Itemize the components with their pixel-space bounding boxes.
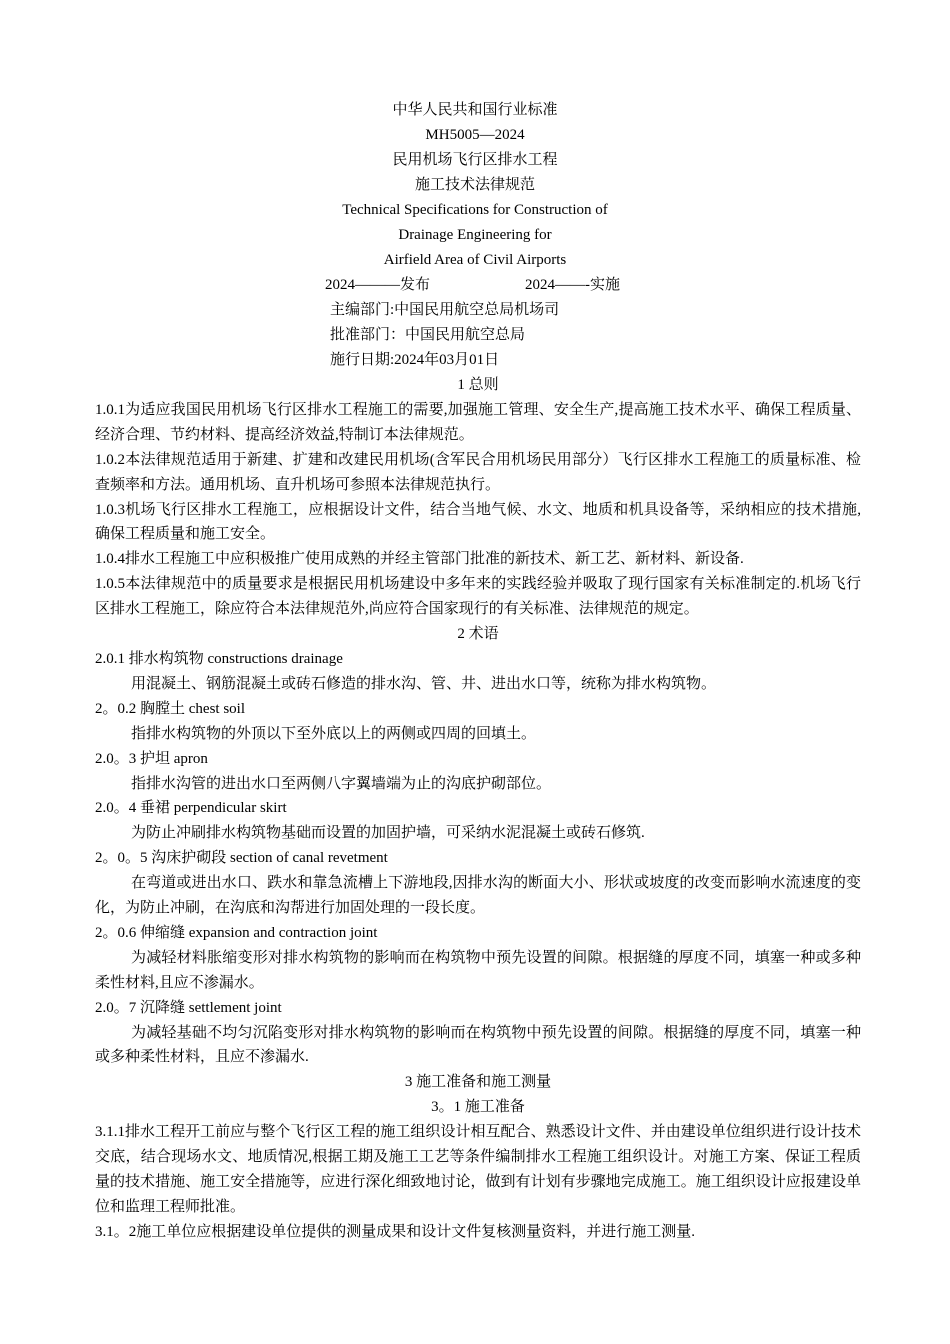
section-1-heading: 1 总则: [457, 377, 499, 393]
english-title-line3: Airfield Area of Civil Airports: [383, 252, 567, 268]
section-2-heading: 2 术语: [457, 626, 499, 643]
publish-date: 2024———发布: [325, 277, 431, 293]
term-2-0-3: 2.0。3 护坦 apron: [95, 750, 208, 767]
document-title-line1: 民用机场飞行区排水工程: [392, 152, 558, 168]
date-line: [0, 273, 950, 298]
clause-1-0-3: 1.0.3机场飞行区排水工程施工，应根据设计文件，结合当地气候、水文、地质和机具设备等，采纳相应的技术措施,确保工程质量和施工安全。: [95, 501, 861, 543]
standard-category: 中华人民共和国行业标准: [392, 102, 558, 118]
term-2-0-1: 2.0.1 排水构筑物 constructions drainage: [95, 650, 343, 667]
english-title-line2: Drainage Engineering for: [398, 227, 552, 243]
english-title-line1: Technical Specifications for Construction of: [342, 202, 608, 218]
term-2-0-7: 2.0。7 沉降缝 settlement joint: [95, 999, 282, 1016]
implement-date: 2024——-实施: [525, 277, 620, 293]
standard-number: MH5005—2024: [425, 127, 525, 143]
clause-3-1-2: 3.1。2施工单位应根据建设单位提供的测量成果和设计文件复核测量资料，并进行施工测量.: [95, 1223, 696, 1240]
definition-2-0-5: 在弯道或进出水口、跌水和靠急流槽上下游地段,因排水沟的断面大小、形状或坡度的改变而影响水流速度的变化，为防止冲刷，在沟底和沟帮进行加固处理的一段长度。: [95, 875, 861, 917]
clause-1-0-4: 1.0.4排水工程施工中应积极推广使用成熟的并经主管部门批准的新技术、新工艺、新材料、新设备.: [95, 551, 744, 568]
term-2-0-6: 2。0.6 伸缩缝 expansion and contraction joint: [95, 924, 378, 941]
term-2-0-4: 2.0。4 垂裙 perpendicular skirt: [95, 800, 287, 817]
clause-1-0-5: 1.0.5本法律规范中的质量要求是根据民用机场建设中多年来的实践经验并吸取了现行国家有关标准制定的.机场飞行区排水工程施工，除应符合本法律规范外,尚应符合国家现行的有关标准、法律规范的规定。: [95, 576, 861, 618]
definition-2-0-6: 为减轻材料胀缩变形对排水构筑物的影响而在构筑物中预先设置的间隙。根据缝的厚度不同，填塞一种或多种柔性材料,且应不渗漏水。: [95, 949, 861, 991]
definition-2-0-1: 用混凝土、钢筋混凝土或砖石修造的排水沟、管、井、进出水口等，统称为排水构筑物。: [131, 675, 717, 692]
term-2-0-5: 2。0。5 沟床护砌段 section of canal revetment: [95, 850, 388, 867]
document-body: [95, 377, 861, 1245]
clause-1-0-1: 1.0.1为适应我国民用机场飞行区排水工程施工的需要,加强施工管理、安全生产,提高施工技术水平、确保工程质量、经济合理、节约材料、提高经济效益,特制订本法律规范。: [95, 401, 861, 443]
definition-2-0-2: 指排水构筑物的外顶以下至外底以上的两侧或四周的回填土。: [131, 725, 537, 742]
definition-2-0-3: 指排水沟管的进出水口至两侧八字翼墙端为止的沟底护砌部位。: [131, 775, 552, 792]
clause-3-1-1: 3.1.1排水工程开工前应与整个飞行区工程的施工组织设计相互配合、熟悉设计文件、并由建设单位组织进行设计技术交底，结合现场水文、地质情况,根据工期及施工工艺等条件编制排水工程施工组织设计。对施工方案、保证工程质量的技术措施、施工安全措施等，应进行深化细致地讨论，做到有计划有步骤地完成施工。施工组织设计应报建设单位和监理工程师批准。: [95, 1124, 861, 1215]
clause-1-0-2: 1.0.2本法律规范适用于新建、扩建和改建民用机场(含军民合用机场民用部分）飞行区排水工程施工的质量标准、检查频率和方法。通用机场、直升机场可参照本法律规范执行。: [95, 451, 861, 493]
approver-department: 批准部门：中国民用航空总局: [330, 327, 526, 343]
definition-2-0-4: 为防止冲刷排水构筑物基础而设置的加固护墙，可采纳水泥混凝土或砖石修筑.: [131, 825, 645, 842]
editor-department: 主编部门:中国民用航空总局机场司: [330, 302, 560, 318]
definition-2-0-7: 为减轻基础不均匀沉陷变形对排水构筑物的影响而在构筑物中预先设置的间隙。根据缝的厚度不同，填塞一种或多种柔性材料，且应不渗漏水.: [95, 1024, 861, 1066]
effective-date: 施行日期:2024年03月01日: [330, 352, 500, 368]
term-2-0-2: 2。0.2 胸膛土 chest soil: [95, 700, 245, 717]
title-block: [0, 98, 950, 373]
section-3-1-heading: 3。1 施工准备: [431, 1099, 525, 1116]
section-3-heading: 3 施工准备和施工测量: [404, 1074, 552, 1091]
document-title-line2: 施工技术法律规范: [414, 177, 535, 193]
